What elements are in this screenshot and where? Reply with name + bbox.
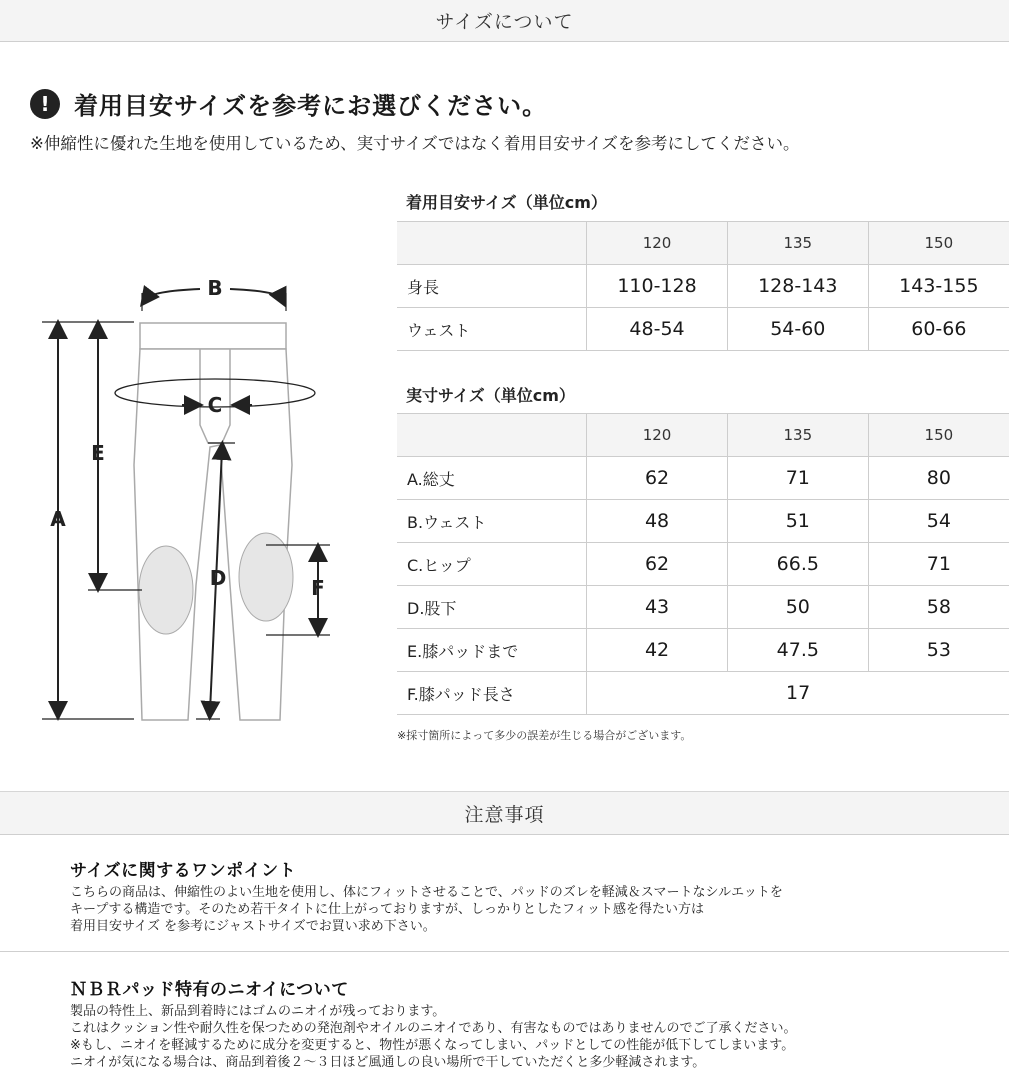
table-cell: 17 <box>587 672 1009 715</box>
size-section-title: サイズについて <box>435 11 574 33</box>
note-nbr-odor <box>70 975 796 1071</box>
notice-title: 着用目安サイズを参考にお選びください。 <box>74 92 548 120</box>
table-header-row <box>397 414 1009 457</box>
table-cell: 58 <box>868 586 1009 629</box>
notice-subtitle: ※伸縮性に優れた生地を使用しているため、実寸サイズではなく着用目安サイズを参考にしてください。 <box>30 134 800 153</box>
row-label: B.ウェスト <box>397 500 587 543</box>
note-line: 着用目安サイズ を参考にジャストサイズでお買い求め下さい。 <box>70 919 436 934</box>
table-cell: 54 <box>868 500 1009 543</box>
note-line: これはクッション性や耐久性を保つための発泡剤やオイルのニオイであり、有害なものではありませんのでご了承ください。 <box>70 1021 797 1036</box>
table-cell: 42 <box>587 629 728 672</box>
row-label: F.膝パッド長さ <box>397 672 587 715</box>
table-cell: 48 <box>587 500 728 543</box>
table-row <box>397 543 1009 586</box>
size-section-header <box>0 0 1009 42</box>
row-label: ウェスト <box>397 308 587 351</box>
section-divider <box>0 951 1009 952</box>
label-a: A <box>50 507 66 531</box>
size-header: 135 <box>727 222 868 265</box>
size-header: 135 <box>727 414 868 457</box>
table-cell: 51 <box>727 500 868 543</box>
row-label: 身長 <box>397 265 587 308</box>
fit-table-title: 着用目安サイズ（単位cm） <box>406 193 607 212</box>
actual-size-table <box>397 413 1009 715</box>
measurement-footnote: ※採寸箇所によって多少の誤差が生じる場合がございます。 <box>397 729 692 742</box>
row-label: D.股下 <box>397 586 587 629</box>
note-line: 製品の特性上、新品到着時にはゴムのニオイが残っております。 <box>70 1004 446 1019</box>
leggings-diagram <box>30 265 325 739</box>
size-header: 150 <box>868 222 1009 265</box>
label-d: D <box>209 566 227 590</box>
table-row <box>397 672 1009 715</box>
table-cell: 53 <box>868 629 1009 672</box>
label-f: F <box>311 576 325 600</box>
row-label: E.膝パッドまで <box>397 629 587 672</box>
note-size-tip <box>70 856 783 935</box>
note-title: サイズに関するワンポイント <box>70 861 297 881</box>
table-row <box>397 308 1009 351</box>
row-label: A.総丈 <box>397 457 587 500</box>
table-cell: 54-60 <box>727 308 868 351</box>
row-label: C.ヒップ <box>397 543 587 586</box>
note-line: ※もし、ニオイを軽減するために成分を変更すると、物性が悪くなってしまい、パッドとしての性能が低下してしまいます。 <box>70 1038 795 1053</box>
table-cell: 62 <box>587 543 728 586</box>
table-row <box>397 500 1009 543</box>
size-header: 120 <box>587 414 728 457</box>
table-cell: 143-155 <box>868 265 1009 308</box>
exclamation-icon: ! <box>30 89 60 119</box>
leggings-illustration <box>30 265 325 735</box>
table-header-row <box>397 222 1009 265</box>
table-cell: 62 <box>587 457 728 500</box>
table-cell: 66.5 <box>727 543 868 586</box>
label-b: B <box>207 276 223 300</box>
fit-size-table <box>397 221 1009 351</box>
table-row <box>397 629 1009 672</box>
table-cell: 47.5 <box>727 629 868 672</box>
header-blank <box>397 414 587 457</box>
table-row <box>397 457 1009 500</box>
table-cell: 71 <box>727 457 868 500</box>
label-e: E <box>91 441 105 465</box>
size-notice <box>30 86 547 121</box>
note-line: ニオイが気になる場合は、商品到着後２～３日ほど風通しの良い場所で干していただくと多少軽減されます。 <box>70 1055 706 1070</box>
notes-section-title: 注意事項 <box>464 803 545 826</box>
table-cell: 110-128 <box>587 265 728 308</box>
table-cell: 43 <box>587 586 728 629</box>
table-cell: 128-143 <box>727 265 868 308</box>
note-line: こちらの商品は、伸縮性のよい生地を使用し、体にフィットさせることで、パッドのズレを軽減＆スマートなシルエットを <box>70 885 783 900</box>
size-header: 120 <box>587 222 728 265</box>
note-title: ＮＢＲパッド特有のニオイについて <box>70 980 349 1000</box>
table-cell: 48-54 <box>587 308 728 351</box>
table-row <box>397 265 1009 308</box>
size-header: 150 <box>868 414 1009 457</box>
notes-section-header <box>0 791 1009 835</box>
table-cell: 80 <box>868 457 1009 500</box>
note-line: キープする構造です。そのため若干タイトに仕上がっておりますが、しっかりとしたフィット感を得たい方は <box>70 902 705 917</box>
table-row <box>397 586 1009 629</box>
table-cell: 71 <box>868 543 1009 586</box>
label-c: C <box>207 393 223 417</box>
header-blank <box>397 222 587 265</box>
table-cell: 50 <box>727 586 868 629</box>
table-cell: 60-66 <box>868 308 1009 351</box>
actual-table-title: 実寸サイズ（単位cm） <box>406 386 575 405</box>
